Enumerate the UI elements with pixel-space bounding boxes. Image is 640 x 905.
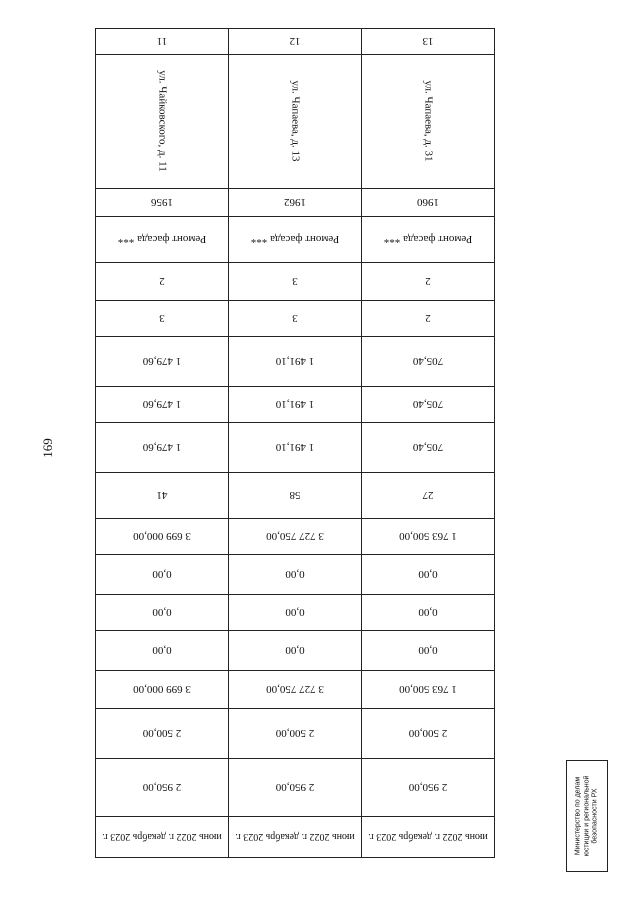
area-cell: 1 491,10 (229, 423, 362, 472)
ministry-stamp (566, 760, 608, 872)
band-zero2 (96, 595, 494, 631)
year-cell: 1960 (417, 196, 439, 209)
zero-cell: 0,00 (229, 595, 362, 630)
rate2-cell: 2 950,00 (229, 759, 362, 816)
count-cell: 2 (425, 312, 431, 325)
total-cell: 1 763 500,00 (399, 530, 457, 543)
band-fund (96, 671, 494, 709)
page-number: 169 (39, 438, 55, 458)
address-cell: ул. Чайковского, д. 11 (96, 55, 229, 188)
band-count2 (96, 301, 494, 337)
band-area3 (96, 423, 494, 473)
count-cell: 2 (425, 275, 431, 288)
register-table (95, 28, 495, 858)
address-cell: ул. Чапаева, д. 31 (422, 80, 435, 163)
stamp-text: Министерство по делам юстиции и региональной безопасности РХ (574, 775, 599, 857)
row-number-cell: 12 (229, 29, 362, 54)
row-number-cell: 13 (422, 35, 434, 48)
zero-cell: 0,00 (418, 644, 438, 657)
work-cell: Ремонт фасада *** (229, 217, 362, 262)
area-cell: 1 479,60 (96, 387, 229, 422)
rate1-cell: 2 500,00 (408, 727, 448, 740)
period-cell: июнь 2022 г. декабрь 2023 г. (368, 831, 488, 843)
people-cell: 58 (229, 473, 362, 518)
area-cell: 1 479,60 (96, 337, 229, 386)
area-cell: 1 479,60 (96, 423, 229, 472)
area-cell: 1 491,10 (229, 387, 362, 422)
year-cell: 1956 (96, 189, 229, 216)
count-cell: 3 (229, 263, 362, 300)
rate1-cell: 2 500,00 (96, 709, 229, 758)
year-cell: 1962 (229, 189, 362, 216)
band-address (96, 55, 494, 189)
rate1-cell: 2 500,00 (229, 709, 362, 758)
zero-cell: 0,00 (96, 595, 229, 630)
zero-cell: 0,00 (418, 606, 438, 619)
fund-cell: 1 763 500,00 (399, 683, 457, 696)
band-zero1 (96, 555, 494, 595)
rate2-cell: 2 950,00 (96, 759, 229, 816)
count-cell: 3 (229, 301, 362, 336)
address-cell: ул. Чапаева, д. 13 (229, 55, 362, 188)
band-period (96, 817, 494, 857)
zero-cell: 0,00 (96, 555, 229, 594)
band-area2 (96, 387, 494, 423)
band-year (96, 189, 494, 217)
band-area1 (96, 337, 494, 387)
row-number-cell: 11 (96, 29, 229, 54)
period-cell: июнь 2022 г. декабрь 2023 г. (229, 817, 362, 857)
rate2-cell: 2 950,00 (408, 781, 448, 794)
zero-cell: 0,00 (96, 631, 229, 670)
band-total (96, 519, 494, 555)
people-cell: 27 (422, 489, 434, 502)
area-cell: 1 491,10 (229, 337, 362, 386)
zero-cell: 0,00 (229, 631, 362, 670)
area-cell: 705,40 (412, 441, 444, 454)
total-cell: 3 727 750,00 (229, 519, 362, 554)
zero-cell: 0,00 (418, 568, 438, 581)
band-work (96, 217, 494, 263)
band-people (96, 473, 494, 519)
band-number (96, 29, 494, 55)
work-cell: Ремонт фасада *** (96, 217, 229, 262)
zero-cell: 0,00 (229, 555, 362, 594)
work-cell: Ремонт фасада *** (383, 233, 473, 246)
band-rate1 (96, 709, 494, 759)
total-cell: 3 699 000,00 (96, 519, 229, 554)
people-cell: 41 (96, 473, 229, 518)
band-count1 (96, 263, 494, 301)
band-zero3 (96, 631, 494, 671)
area-cell: 705,40 (412, 355, 444, 368)
area-cell: 705,40 (412, 398, 444, 411)
period-cell: июнь 2022 г. декабрь 2023 г. (96, 817, 229, 857)
band-rate2 (96, 759, 494, 817)
count-cell: 3 (96, 301, 229, 336)
count-cell: 2 (96, 263, 229, 300)
fund-cell: 3 727 750,00 (229, 671, 362, 708)
fund-cell: 3 699 000,00 (96, 671, 229, 708)
